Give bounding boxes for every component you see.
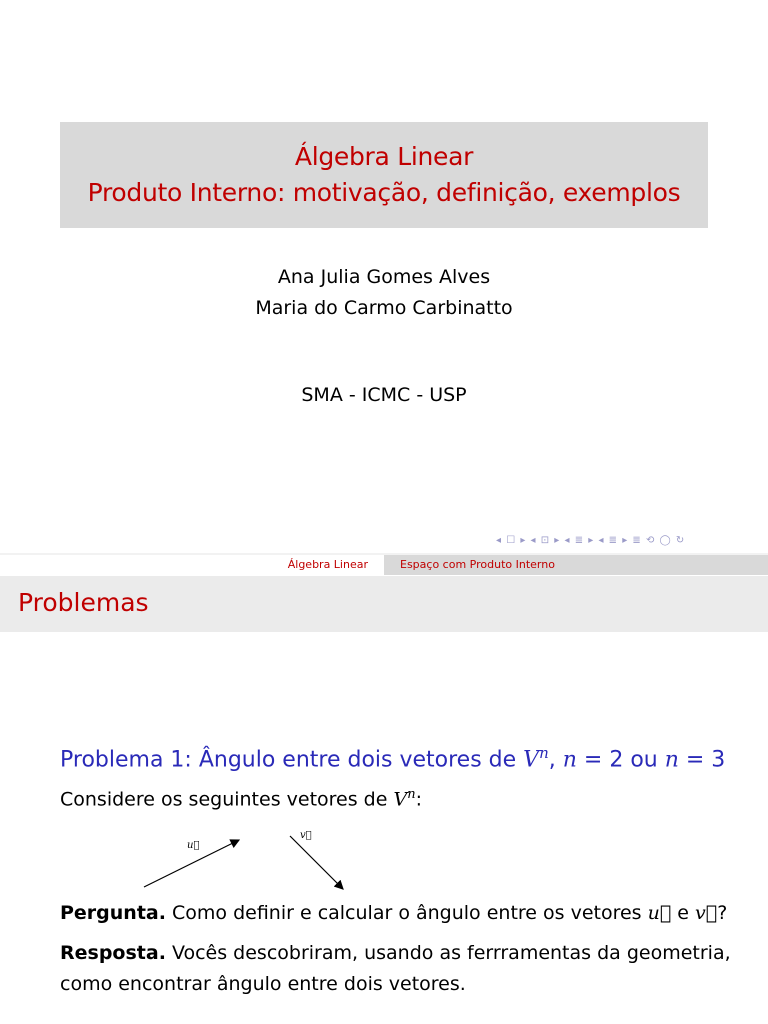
intro-prefix: Considere os seguintes vetores de: [60, 788, 394, 811]
answer-text: Vocês descobriram, usando as ferrramentas da geometria, como encontrar ângulo entre dois vetores.: [60, 942, 731, 995]
intro-space-symbol: V: [393, 788, 408, 811]
header-subsection-label[interactable]: Espaço com Produto Interno: [400, 558, 555, 571]
frame-title: Problemas: [18, 588, 149, 617]
problem-eq-3: = 3: [678, 747, 726, 773]
problem-comma: ,: [548, 747, 563, 773]
answer: [60, 938, 740, 1000]
frame-title-bar: [0, 576, 768, 632]
presentation-title: Álgebra Linear: [294, 142, 474, 171]
problem-space-symbol: V: [523, 747, 540, 773]
vectors-figure: [130, 820, 370, 900]
question-text: Como definir e calcular o ângulo entre os vetores: [165, 902, 648, 924]
institution: SMA - ICMC - USP: [301, 384, 467, 406]
problem-heading: [60, 742, 725, 772]
answer-label: Resposta.: [60, 942, 166, 964]
problem-prefix: Problema 1: Ângulo entre dois vetores de: [60, 747, 524, 773]
presentation-subtitle: Produto Interno: motivação, definição, exemplos: [87, 178, 681, 207]
problem-n2: n: [664, 747, 679, 773]
vector-v-arrow: [290, 836, 343, 889]
problem-n1: n: [562, 747, 577, 773]
question-u: u⃗: [647, 902, 672, 924]
header-section-label[interactable]: Álgebra Linear: [287, 558, 368, 571]
slide-header: [0, 555, 768, 575]
problem-eq-2: = 2 ou: [576, 747, 665, 773]
intro-space-exponent: n: [407, 787, 416, 802]
vector-u-label: u⃗: [187, 840, 200, 851]
question-and: e: [671, 902, 696, 924]
author-1: Ana Julia Gomes Alves: [277, 266, 491, 288]
title-box: [60, 122, 708, 228]
question-label: Pergunta.: [60, 902, 166, 924]
question-end: ?: [717, 902, 728, 924]
vector-v-label: v⃗: [300, 830, 312, 841]
intro-colon: :: [415, 788, 422, 811]
author-2: Maria do Carmo Carbinatto: [255, 297, 513, 319]
beamer-navigation-icons[interactable]: ◂ ☐ ▸ ◂ ⊡ ▸ ◂ ≣ ▸ ◂ ≣ ▸ ≣ ⟲ ◯ ↻: [496, 535, 686, 546]
question: [60, 902, 727, 924]
intro-text: [60, 783, 422, 810]
problem-space-exponent: n: [539, 744, 549, 762]
question-v: v⃗: [695, 902, 718, 924]
